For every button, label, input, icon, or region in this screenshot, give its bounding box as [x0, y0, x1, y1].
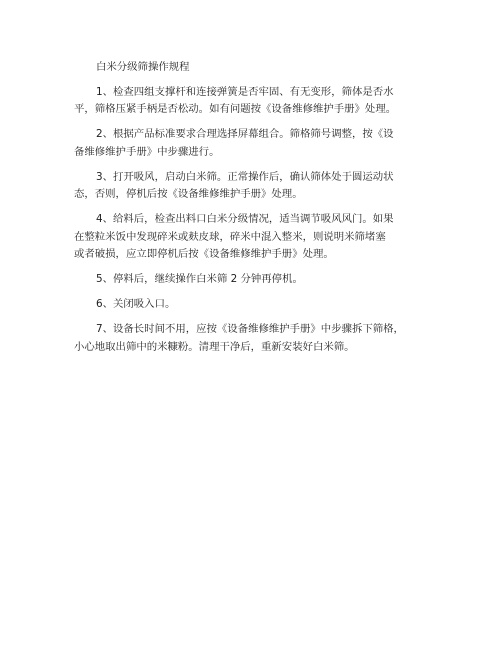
paragraph-line: 备维修维护手册》中步骤进行。 [74, 145, 220, 158]
paragraph-line: 3、打开吸风，启动白米筛。正常操作后，确认筛体处于圆运动状 [96, 170, 394, 183]
paragraph-line: 平，筛格压紧手柄是否松动。如有问题按《设备维修维护手册》处理。 [74, 103, 397, 115]
paragraph-line: 小心地取出筛中的米糠粉。清理干净后，重新安装好白米筛。 [74, 340, 355, 353]
paragraph-line: 在整粒米饭中发现碎米或麸皮球，碎米中混入整米，则说明米筛堵塞 [74, 230, 386, 243]
paragraph-4 [74, 211, 444, 264]
paragraph-line: 2、根据产品标准要求合理选择屏幕组合。筛格筛号调整，按《设 [96, 128, 394, 140]
paragraph-2 [74, 126, 444, 161]
paragraph-5 [74, 271, 444, 289]
paragraph-6 [74, 296, 444, 314]
document-body [74, 59, 444, 364]
paragraph-line: 7、设备长时间不用，应按《设备维修维护手册》中步骤拆下筛格， [96, 323, 404, 335]
paragraph-7 [74, 321, 444, 356]
paragraph-line: 4、给料后，检查出料口白米分级情况，适当调节吸风风门。如果 [96, 213, 394, 225]
paragraph-line: 或者破损，应立即停机后按《设备维修维护手册》处理。 [74, 248, 334, 260]
paragraph-3 [74, 169, 444, 204]
paragraph-line: 5、停料后，继续操作白米筛 2 分钟再停机。 [96, 273, 303, 285]
paragraph-1 [74, 84, 444, 119]
paragraph-line: 态，否则，停机后按《设备维修维护手册》处理。 [74, 188, 303, 200]
paragraph-line: 1、检查四组支撑杆和连接弹簧是否牢固、有无变形，筛体是否水 [96, 85, 394, 98]
document-title: 白米分级筛操作规程 [96, 61, 190, 73]
paragraph-line: 6、关闭吸入口。 [96, 298, 176, 310]
